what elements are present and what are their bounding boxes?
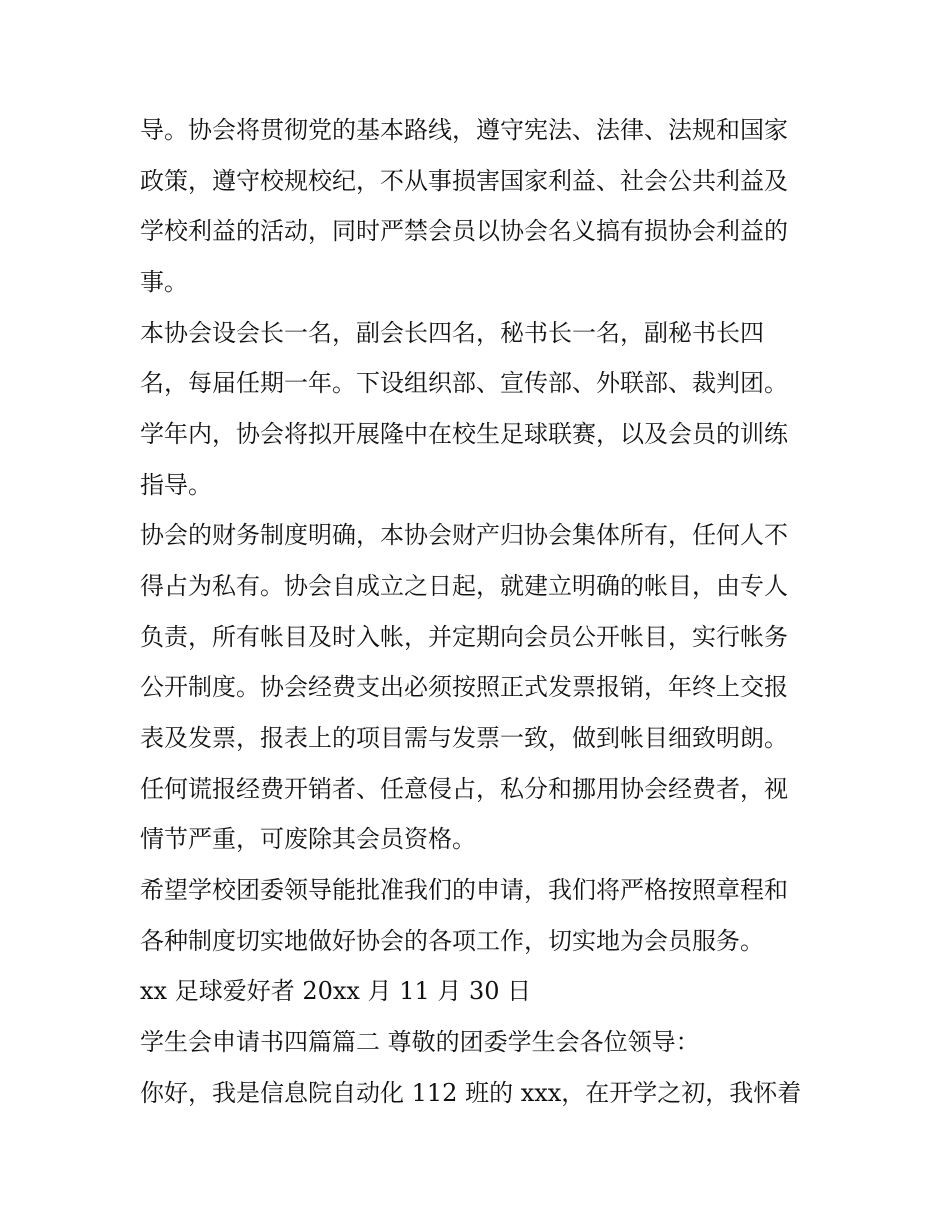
text-line: 政策，遵守校规校纪，不从事损害国家利益、社会公共利益及 (140, 167, 788, 195)
text-line: 公开制度。协会经费支出必须按照正式发票报销，年终上交报 (140, 673, 788, 701)
text-line: 导。协会将贯彻党的基本路线，遵守宪法、法律、法规和国家 (140, 116, 788, 144)
text-line: 指导。 (140, 471, 212, 499)
signature-line: xx 足球爱好者 20xx 月 11 月 30 日 (140, 977, 532, 1005)
text-line: 负责，所有帐目及时入帐，并定期向会员公开帐目，实行帐务 (140, 623, 788, 651)
text-line: 任何谎报经费开销者、任意侵占，私分和挪用协会经费者，视 (140, 775, 788, 803)
text-line: 事。 (140, 268, 188, 296)
text-line: 名，每届任期一年。下设组织部、宣传部、外联部、裁判团。 (140, 369, 788, 397)
text-line: 本协会设会长一名，副会长四名，秘书长一名，副秘书长四 (140, 319, 764, 347)
text-line: 得占为私有。协会自成立之日起，就建立明确的帐目，由专人 (140, 572, 788, 600)
text-line: 情节严重，可废除其会员资格。 (140, 825, 476, 853)
text-line: 表及发票，报表上的项目需与发票一致，做到帐目细致明朗。 (140, 724, 788, 752)
section-heading: 学生会申请书四篇篇二 尊敬的团委学生会各位领导： (140, 1028, 700, 1056)
text-line: 学年内，协会将拟开展隆中在校生足球联赛，以及会员的训练 (140, 420, 788, 448)
text-line: 各种制度切实地做好协会的各项工作，切实地为会员服务。 (140, 927, 764, 955)
text-line: 你好，我是信息院自动化 112 班的 xxx，在开学之初，我怀着 (140, 1079, 802, 1107)
text-line: 学校利益的活动，同时严禁会员以协会名义搞有损协会利益的 (140, 217, 788, 245)
text-line: 希望学校团委领导能批准我们的申请，我们将严格按照章程和 (140, 876, 788, 904)
text-line: 协会的财务制度明确，本协会财产归协会集体所有，任何人不 (140, 521, 788, 549)
